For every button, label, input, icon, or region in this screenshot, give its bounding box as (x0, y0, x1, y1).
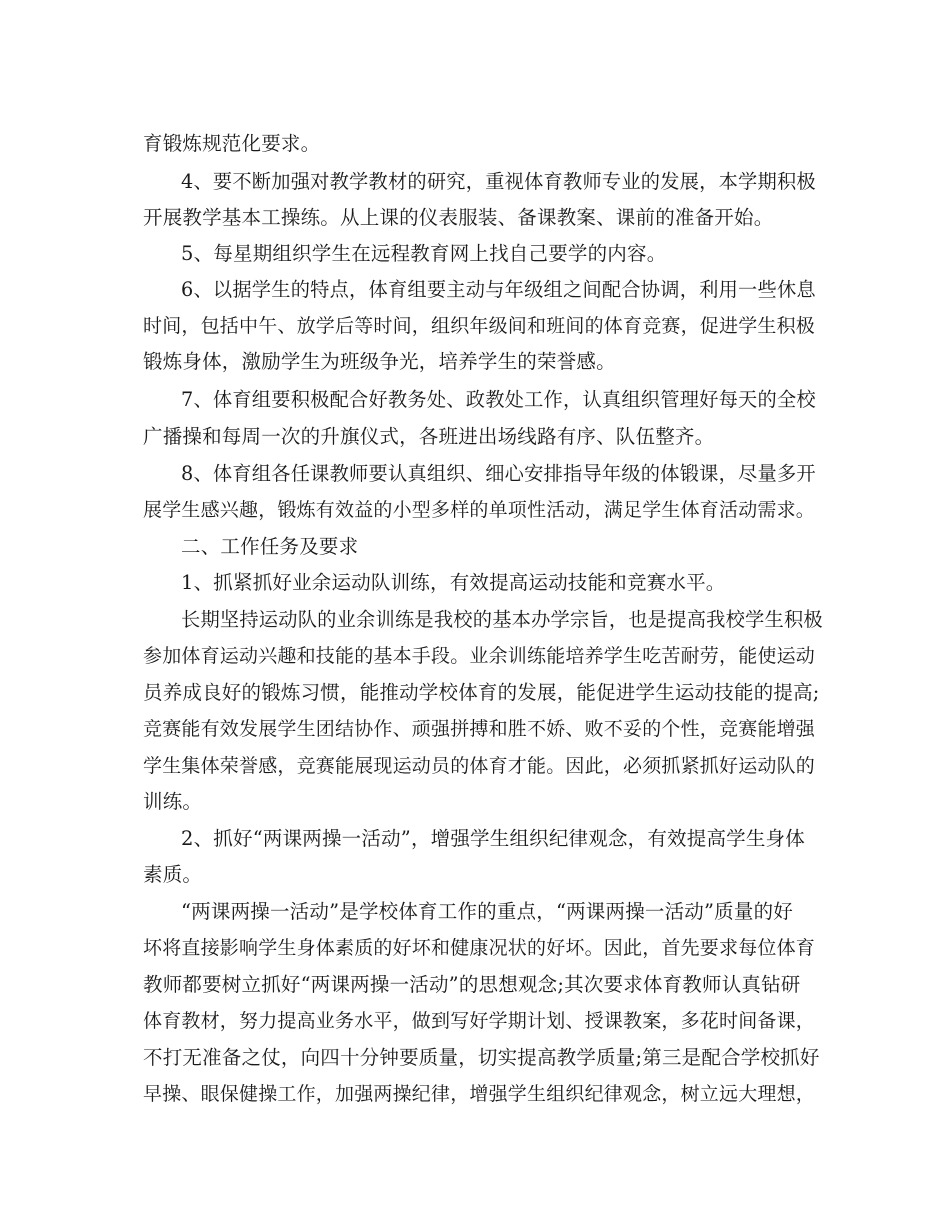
paragraph-line: 1、抓紧抓好业余运动队训练，有效提高运动技能和竞赛水平。 (181, 571, 726, 594)
paragraph-line: 长期坚持运动队的业余训练是我校的基本办学宗旨，也是提高我校学生积极 (181, 608, 823, 631)
paragraph-line: 广播操和每周一次的升旗仪式，各班进出场线路有序、队伍整齐。 (143, 425, 715, 448)
paragraph-line: 6、以据学生的特点，体育组要主动与年级组之间配合协调，利用一些休息 (181, 278, 816, 301)
paragraph-line: “两课两操一活动”是学校体育工作的重点，“两课两操一活动”质量的好 (181, 900, 793, 923)
paragraph-line: 学生集体荣誉感，竞赛能展现运动员的体育才能。因此，必须抓紧抓好运动队的 (143, 755, 816, 777)
paragraph-line: 锻炼身体，激励学生为班级争光，培养学生的荣誉感。 (143, 350, 616, 373)
paragraph-line: 教师都要树立抓好“两课两操一活动”的思想观念;其次要求体育教师认真钻研 (143, 973, 801, 996)
paragraph-line: 7、体育组要积极配合好教务处、政教处工作，认真组织管理好每天的全校 (181, 388, 816, 411)
paragraph-line: 2、抓好“两课两操一活动”，增强学生组织纪律观念，有效提高学生身体 (181, 827, 805, 850)
paragraph-line: 8、体育组各任课教师要认真组织、细心安排指导年级的体锻课，尽量多开 (181, 462, 816, 485)
paragraph-line: 开展教学基本工操练。从上课的仪表服装、备课教案、课前的准备开始。 (143, 206, 774, 229)
paragraph-line: 5、每星期组织学生在远程教育网上找自己要学的内容。 (181, 242, 667, 265)
paragraph-line: 4、要不断加强对教学教材的研究，重视体育教师专业的发展，本学期积极 (181, 170, 816, 193)
paragraph-line: 竞赛能有效发展学生团结协作、顽强拼搏和胜不娇、败不妥的个性，竞赛能增强 (143, 718, 816, 740)
paragraph-line: 时间，包括中午、放学后等时间，组织年级间和班间的体育竞赛，促进学生积极 (143, 315, 816, 337)
paragraph-line: 展学生感兴趣，锻炼有效益的小型多样的单项性活动，满足学生体育活动需求。 (143, 499, 816, 521)
section-heading: 二、工作任务及要求 (181, 535, 359, 558)
paragraph-line: 育锻炼规范化要求。 (143, 132, 321, 155)
paragraph-line: 素质。 (143, 863, 203, 886)
paragraph-line: 不打无准备之仗，向四十分钟要质量，切实提高教学质量;第三是配合学校抓好 (143, 1046, 820, 1069)
paragraph-line: 坏将直接影响学生身体素质的好坏和健康况状的好坏。因此，首先要求每位体育 (143, 937, 816, 959)
paragraph-line: 训练。 (143, 790, 203, 813)
paragraph-line: 员养成良好的锻炼习惯，能推动学校体育的发展，能促进学生运动技能的提高; (143, 681, 820, 704)
paragraph-line: 早操、眼保健操工作，加强两操纪律，增强学生组织纪律观念，树立远大理想， (143, 1083, 816, 1105)
paragraph-line: 参加体育运动兴趣和技能的基本手段。业余训练能培养学生吃苦耐劳，能使运动 (143, 645, 816, 667)
paragraph-line: 体育教材，努力提高业务水平，做到写好学期计划、授课教案，多花时间备课， (143, 1010, 816, 1032)
